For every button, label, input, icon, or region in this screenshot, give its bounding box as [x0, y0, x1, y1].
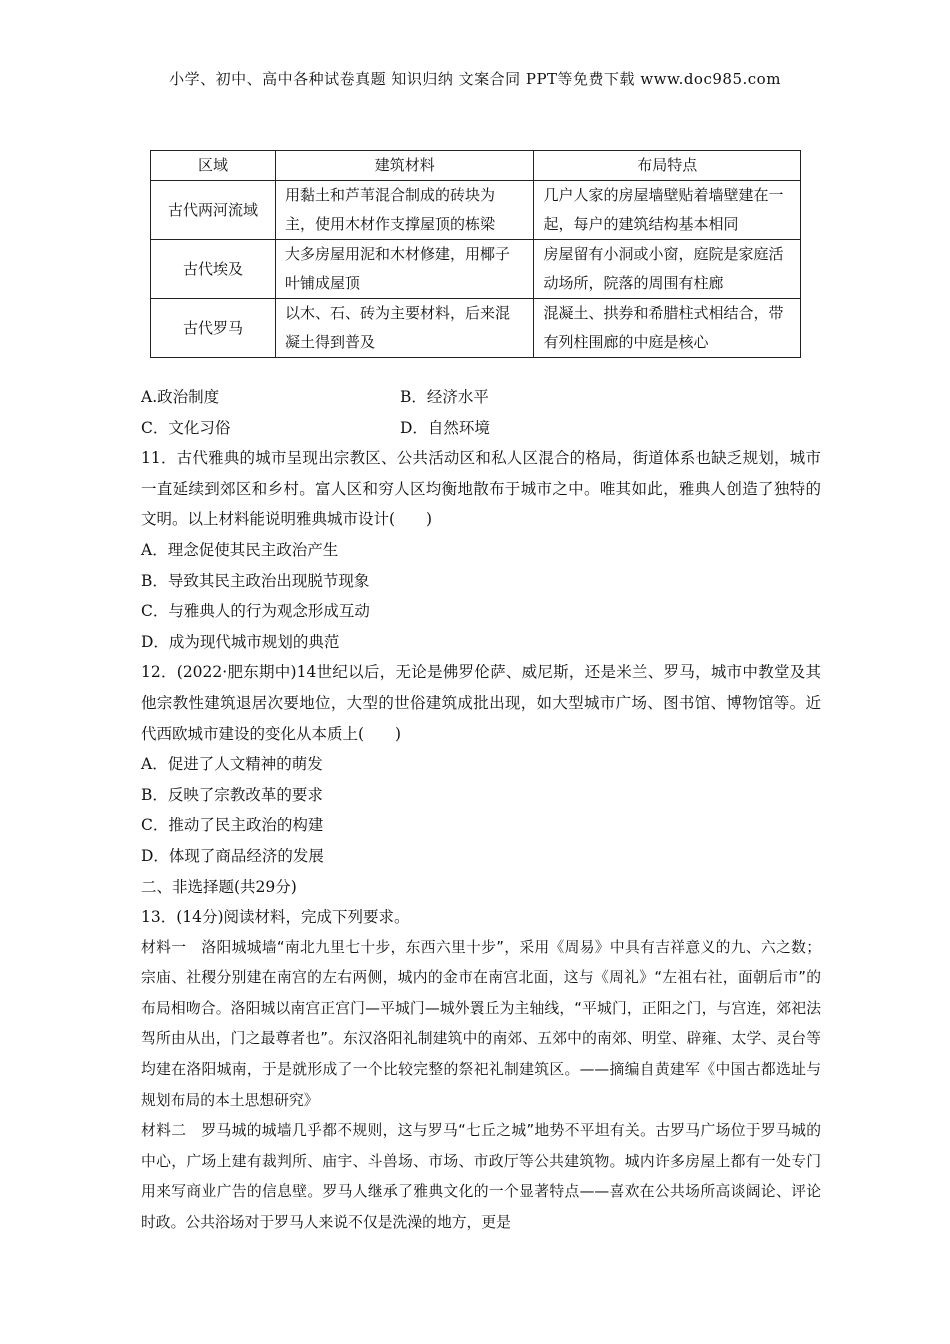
- option-b: B．经济水平: [400, 388, 489, 406]
- option-c: C．与雅典人的行为观念形成互动: [141, 602, 370, 621]
- question-body: [141, 382, 821, 1239]
- q12-stem: 12．(2022·肥东期中)14世纪以后，无论是佛罗伦萨、威尼斯，还是米兰、罗马，城市中教堂及其他宗教性建筑退居次要地位，大型的世俗建筑成批出现，如大型城市广场、图书馆、博物馆等。近代西欧城市建设的变化从本质上( ): [141, 663, 821, 743]
- table-row: [151, 240, 801, 299]
- table-cell-layout: 混凝土、拱券和希腊柱式相结合，带有列柱围廊的中庭是核心: [534, 299, 801, 358]
- q11-stem: 11．古代雅典的城市呈现出宗教区、公共活动区和私人区混合的格局，街道体系也缺乏规划，城市一直延续到郊区和乡村。富人区和穷人区均衡地散布于城市之中。唯其如此，雅典人创造了独特的文明。以上材料能说明雅典城市设计( ): [141, 449, 821, 529]
- table-cell-material: 用黏土和芦苇混合制成的砖块为主，使用木材作支撑屋顶的栋梁: [276, 181, 534, 240]
- option-d: D．成为现代城市规划的典范: [141, 632, 340, 651]
- q13-stem: 13．(14分)阅读材料，完成下列要求。: [141, 908, 410, 927]
- option-d: D．自然环境: [400, 418, 490, 437]
- table-header-cell: 区域: [151, 151, 276, 181]
- table-row: [151, 181, 801, 240]
- table-cell-material: 以木、石、砖为主要材料，后来混凝土得到普及: [276, 299, 534, 358]
- section-title: 二、非选择题(共29分): [141, 877, 297, 896]
- option-a: A.政治制度: [141, 388, 220, 406]
- table-cell-layout: 几户人家的房屋墙壁贴着墙壁建在一起，每户的建筑结构基本相同: [534, 181, 801, 240]
- table-row: [151, 299, 801, 358]
- table-header-cell: 布局特点: [534, 151, 801, 181]
- option-c: C．推动了民主政治的构建: [141, 816, 324, 835]
- q13-material-2: 材料二 罗马城的城墙几乎都不规则，这与罗马“七丘之城”地势不平坦有关。古罗马广场位于罗马城的中心，广场上建有裁判所、庙宇、斗兽场、市场、市政厅等公共建筑物。城内许多房屋上都有一处专门用来写商业广告的信息壁。罗马人继承了雅典文化的一个显著特点——喜欢在公共场所高谈阔论、评论时政。公共浴场对于罗马人来说不仅是洗澡的地方，更是: [141, 1122, 821, 1232]
- q13-material-1: 材料一 洛阳城城墙“南北九里七十步，东西六里十步”，采用《周易》中具有吉祥意义的九、六之数；宗庙、社稷分别建在南宫的左右两侧，城内的金市在南宫北面，这与《周礼》“左祖右社，面朝后市”的布局相吻合。洛阳城以南宫正宫门—平城门—城外瞏丘为主轴线，“平城门，正阳之门，与宫连，郊祀法驾所由从出，门之最尊者也”。东汉洛阳礼制建筑中的南郊、五郊中的南郊、明堂、辟雍、太学、灵台等均建在洛阳城南，于是就形成了一个比较完整的祭祀礼制建筑区。——摘编自黄建军《中国古都选址与规划布局的本土思想研究》: [141, 938, 821, 1109]
- option-c: C．文化习俗: [141, 418, 231, 437]
- table-cell-layout: 房屋留有小洞或小窗，庭院是家庭活动场所，院落的周围有柱廊: [534, 240, 801, 299]
- table-header-cell: 建筑材料: [276, 151, 534, 181]
- table-header-row: [151, 151, 801, 181]
- table-cell-region: 古代罗马: [151, 299, 276, 358]
- q10-options-row: [141, 382, 821, 413]
- option-a: A．促进了人文精神的萌发: [141, 755, 323, 774]
- option-a: A．理念促使其民主政治产生: [141, 540, 339, 559]
- architecture-table: [150, 150, 801, 358]
- q10-options-row: [141, 413, 821, 444]
- page-header: 小学、初中、高中各种试卷真题 知识归纳 文案合同 PPT等免费下载 www.doc985.com: [169, 70, 781, 88]
- table-cell-material: 大多房屋用泥和木材修建，用椰子叶铺成屋顶: [276, 240, 534, 299]
- table-cell-region: 古代埃及: [151, 240, 276, 299]
- option-d: D．体现了商品经济的发展: [141, 846, 324, 865]
- table-cell-region: 古代两河流域: [151, 181, 276, 240]
- option-b: B．反映了宗教改革的要求: [141, 785, 323, 804]
- option-b: B．导致其民主政治出现脱节现象: [141, 571, 370, 590]
